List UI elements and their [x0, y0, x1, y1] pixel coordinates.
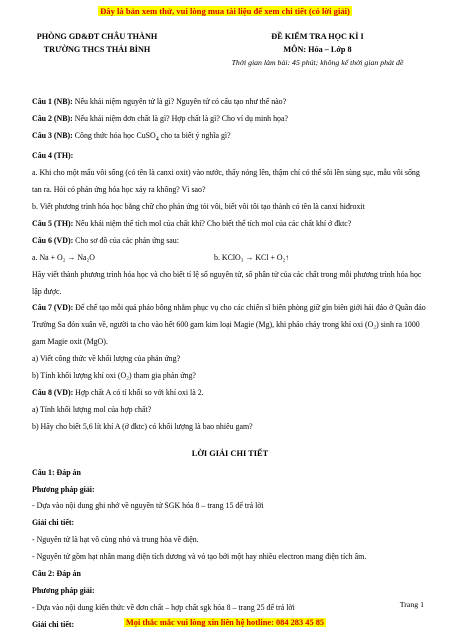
answer-1-heading: Câu 1: Đáp án — [32, 467, 81, 477]
exam-subject: MÔN: Hóa – Lớp 8 — [283, 45, 352, 54]
question-8: Câu 8 (VD): Hợp chất A có tỉ khối so với khí oxi là 2. — [32, 387, 204, 397]
equation-b: b. KClO₃ → KCl + O₂↑ — [214, 252, 290, 262]
school-header — [22, 30, 172, 56]
question-5: Câu 5 (TH): Nếu khái niệm thể tích mol của chất khí? Cho biết thể tích mol của các chất khí ở đktc? — [32, 218, 352, 228]
question-8a: a) Tính khối lượng mol của hợp chất? — [32, 404, 152, 414]
hotline-banner: Mọi thắc mắc vui lòng xin liên hệ hotline: 084 283 45 85 — [125, 618, 325, 627]
equation-a: a. Na + O₂ → Na₂O — [32, 252, 95, 262]
question-2: Câu 2 (NB): Nếu khái niệm đơn chất là gì? Hợp chất là gì? Cho ví dụ minh họa? — [32, 113, 288, 123]
answer-1-detail-2: - Nguyên tử gồm hạt nhân mang điện tích dương và vỏ tạo bởi một hay nhiều electron mang điện tích âm. — [32, 552, 367, 562]
question-7b: b) Tính khối lượng khí oxi (O₂) tham gia phản ứng? — [32, 371, 196, 381]
question-1: Câu 1 (NB): Nếu khái niệm nguyên tử là gì? Nguyên tử có cấu tạo như thế nào? — [32, 97, 287, 106]
question-8b: b) Hãy cho biết 5,6 lít khí A (ở đktc) có khối lượng là bao nhiêu gam? — [32, 421, 253, 431]
question-4b: b. Viết phương trình hóa học bằng chữ cho phản ứng tỏi vôi, biết vôi tôi tạo thành có tên là canxi hiđroxit — [32, 202, 365, 212]
detail-label: Giải chi tiết: — [32, 518, 75, 528]
page-number: Trang 1 — [399, 600, 424, 609]
school-name: TRƯỜNG THCS THÁI BÌNH — [43, 45, 151, 54]
method-label: Phương pháp giải: — [32, 484, 95, 494]
question-3: Câu 3 (NB): Công thức hóa học CuSO$_4$ cho ta biết ý nghĩa gì? — [32, 130, 231, 143]
question-6-equations — [32, 250, 428, 267]
exam-title: ĐỀ KIỂM TRA HỌC KÌ I — [271, 32, 364, 41]
answer-1-method: - Dựa vào nội dung ghi nhớ về nguyên tử SGK hóa 8 – trang 15 để trả lời — [32, 501, 264, 511]
question-6: Câu 6 (VD): Cho sơ đồ của các phản ứng sau: — [32, 235, 179, 245]
solution-title: LỜI GIẢI CHI TIẾT — [191, 448, 269, 458]
question-7a: a) Viết công thức về khối lượng của phản ứng? — [32, 354, 181, 364]
exam-time: Thời gian làm bài: 45 phút; không kể thời gian phát đề — [231, 58, 404, 67]
answer-1-detail-1: - Nguyên tử là hạt vô cùng nhỏ và trung hòa về điện. — [32, 535, 199, 545]
document-body — [32, 94, 428, 634]
answer-2-method: - Dựa vào nội dung kiến thức về đơn chất – hợp chất sgk hóa 8 – trang 25 để trả lời — [32, 602, 295, 612]
answer-2-heading: Câu 2: Đáp án — [32, 569, 81, 579]
method-label-2: Phương pháp giải: — [32, 585, 95, 595]
department-name: PHÒNG GD&ĐT CHÂU THÀNH — [36, 32, 158, 41]
preview-banner: Đây là bản xem thử, vui lòng mua tài liệu để xem chi tiết (có lời giải) — [100, 6, 350, 16]
question-4a: a. Khi cho một mẩu vôi sống (có tên là canxi oxit) vào nước, thấy nóng lên, thậm chí có thể sôi lên sùng sục, mẫu vôi sống tan ra. Hỏi có phản ứng hóa học xảy ra không? Vì sao? — [32, 168, 420, 195]
detail-label-2: Giải chi tiết: — [32, 619, 75, 629]
question-7: Câu 7 (VD): Để chế tạo mỗi quả pháo bông nhằm phục vụ cho các chiến sĩ biên phòng giữ gìn biên giới hải đảo ở Quần đảo Trường Sa đón xuân về, người ta cho vào hết 600 gam kim loại Magie (Mg), khi pháo cháy trong khí oxi (O₂) sinh ra 1000 gam Magie oxit (MgO). — [32, 303, 426, 347]
exam-header — [210, 30, 425, 69]
question-4: Câu 4 (TH): — [32, 151, 74, 161]
question-6-text: Hãy viết thành phương trình hóa học và cho biết tỉ lệ số nguyên tử, số phân tử của các chất trong mỗi phương trình hóa học lập được. — [32, 269, 422, 296]
